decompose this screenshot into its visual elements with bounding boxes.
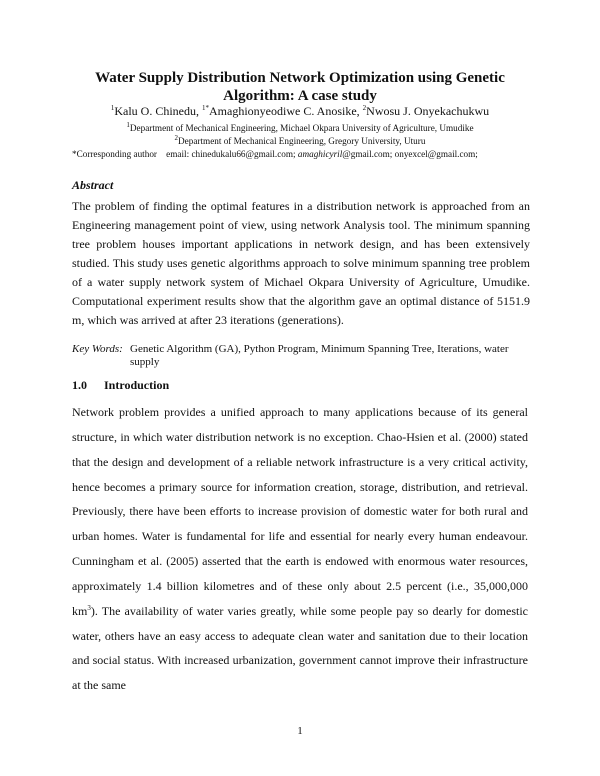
section-title: Introduction — [104, 378, 170, 392]
affiliation-2-text: Department of Mechanical Engineering, Gregory University, Uturu — [178, 136, 426, 146]
affiliation-1 — [40, 120, 560, 134]
affiliation-1-mark: 1 — [126, 120, 130, 129]
intro-text-1: Network problem provides a unified approach to many applications because of its general structure, in which water distribution network is no exception. Chao-Hsien et al. (2000) stated that the design and development of a reliable network infrastructure is a very critical activity, hence becomes a primary source for information creation, storage, distribution, and retrieval. Previously, there have been efforts to increase provision of domestic water for both rural and urban homes. Water is fundamental for life and essential for nearly every human endeavour. Cunningham et al. (2005) asserted that the earth is endowed with enormous water resources, approximately 1.4 billion kilometres and of these only about 2.5 percent (i.e., 35,000,000 km — [72, 405, 528, 618]
author-1-name: Kalu O. Chinedu, — [114, 104, 202, 118]
affiliation-2 — [40, 133, 560, 147]
email-label: email: — [166, 149, 190, 159]
affiliation-2-mark: 2 — [174, 133, 179, 142]
section-heading — [72, 378, 169, 393]
page-number: 1 — [297, 725, 303, 737]
keywords-text: Genetic Algorithm (GA), Python Program, Minimum Spanning Tree, Iterations, water supply — [130, 343, 509, 368]
paper-title: Water Supply Distribution Network Optimization using Genetic Algorithm: A case study — [95, 70, 505, 104]
keywords-label: Key Words: — [72, 343, 123, 355]
abstract-heading: Abstract — [72, 178, 114, 192]
author-2-mark: 1* — [202, 104, 209, 112]
author-3-mark: 2 — [362, 104, 367, 112]
affiliation-1-text: Department of Mechanical Engineering, Michael Okpara University of Agriculture, Umudike — [129, 123, 474, 133]
corresponding-author-line — [72, 149, 542, 160]
author-list — [40, 104, 560, 118]
section-number: 1.0 — [72, 378, 87, 392]
intro-paragraph — [72, 400, 528, 698]
intro-text-2: ). The availability of water varies greatly, while some people pay so dearly for domestic water, others have an easy access to adequate clean water and sanitation due to their location and social status. With increased urbanization, government cannot improve their infrastructure at the same — [72, 603, 528, 693]
abstract-text: The problem of finding the optimal features in a distribution network is approached from an Engineering management point of view, using network Analysis tool. The minimum spanning tree problem houses important applications in network design, and has been extensively studied. This study uses genetic algorithms approach to solve minimum spanning tree problem of a water supply network system of Michael Okpara University of Agriculture, Umudike. Computational experiment results show that the algorithm gave an optimal distance of 5151.9 m, which was arrived at after 23 iterations (generations). — [72, 199, 530, 327]
email-2-domain[interactable]: @gmail.com; — [342, 149, 393, 159]
author-3-name: Nwosu J. Onyekachukwu — [366, 104, 490, 118]
author-1-mark: 1 — [110, 104, 115, 112]
intro-superscript: 3 — [87, 603, 91, 612]
email-1[interactable]: chinedukalu66@gmail.com; — [191, 149, 296, 159]
corresponding-label: *Corresponding author — [72, 149, 157, 159]
author-2-name: Amaghionyeodiwe C. Anosike, — [209, 104, 363, 118]
email-2-user[interactable]: amaghicyril — [297, 149, 343, 159]
email-3[interactable]: onyexcel@gmail.com; — [394, 149, 478, 159]
